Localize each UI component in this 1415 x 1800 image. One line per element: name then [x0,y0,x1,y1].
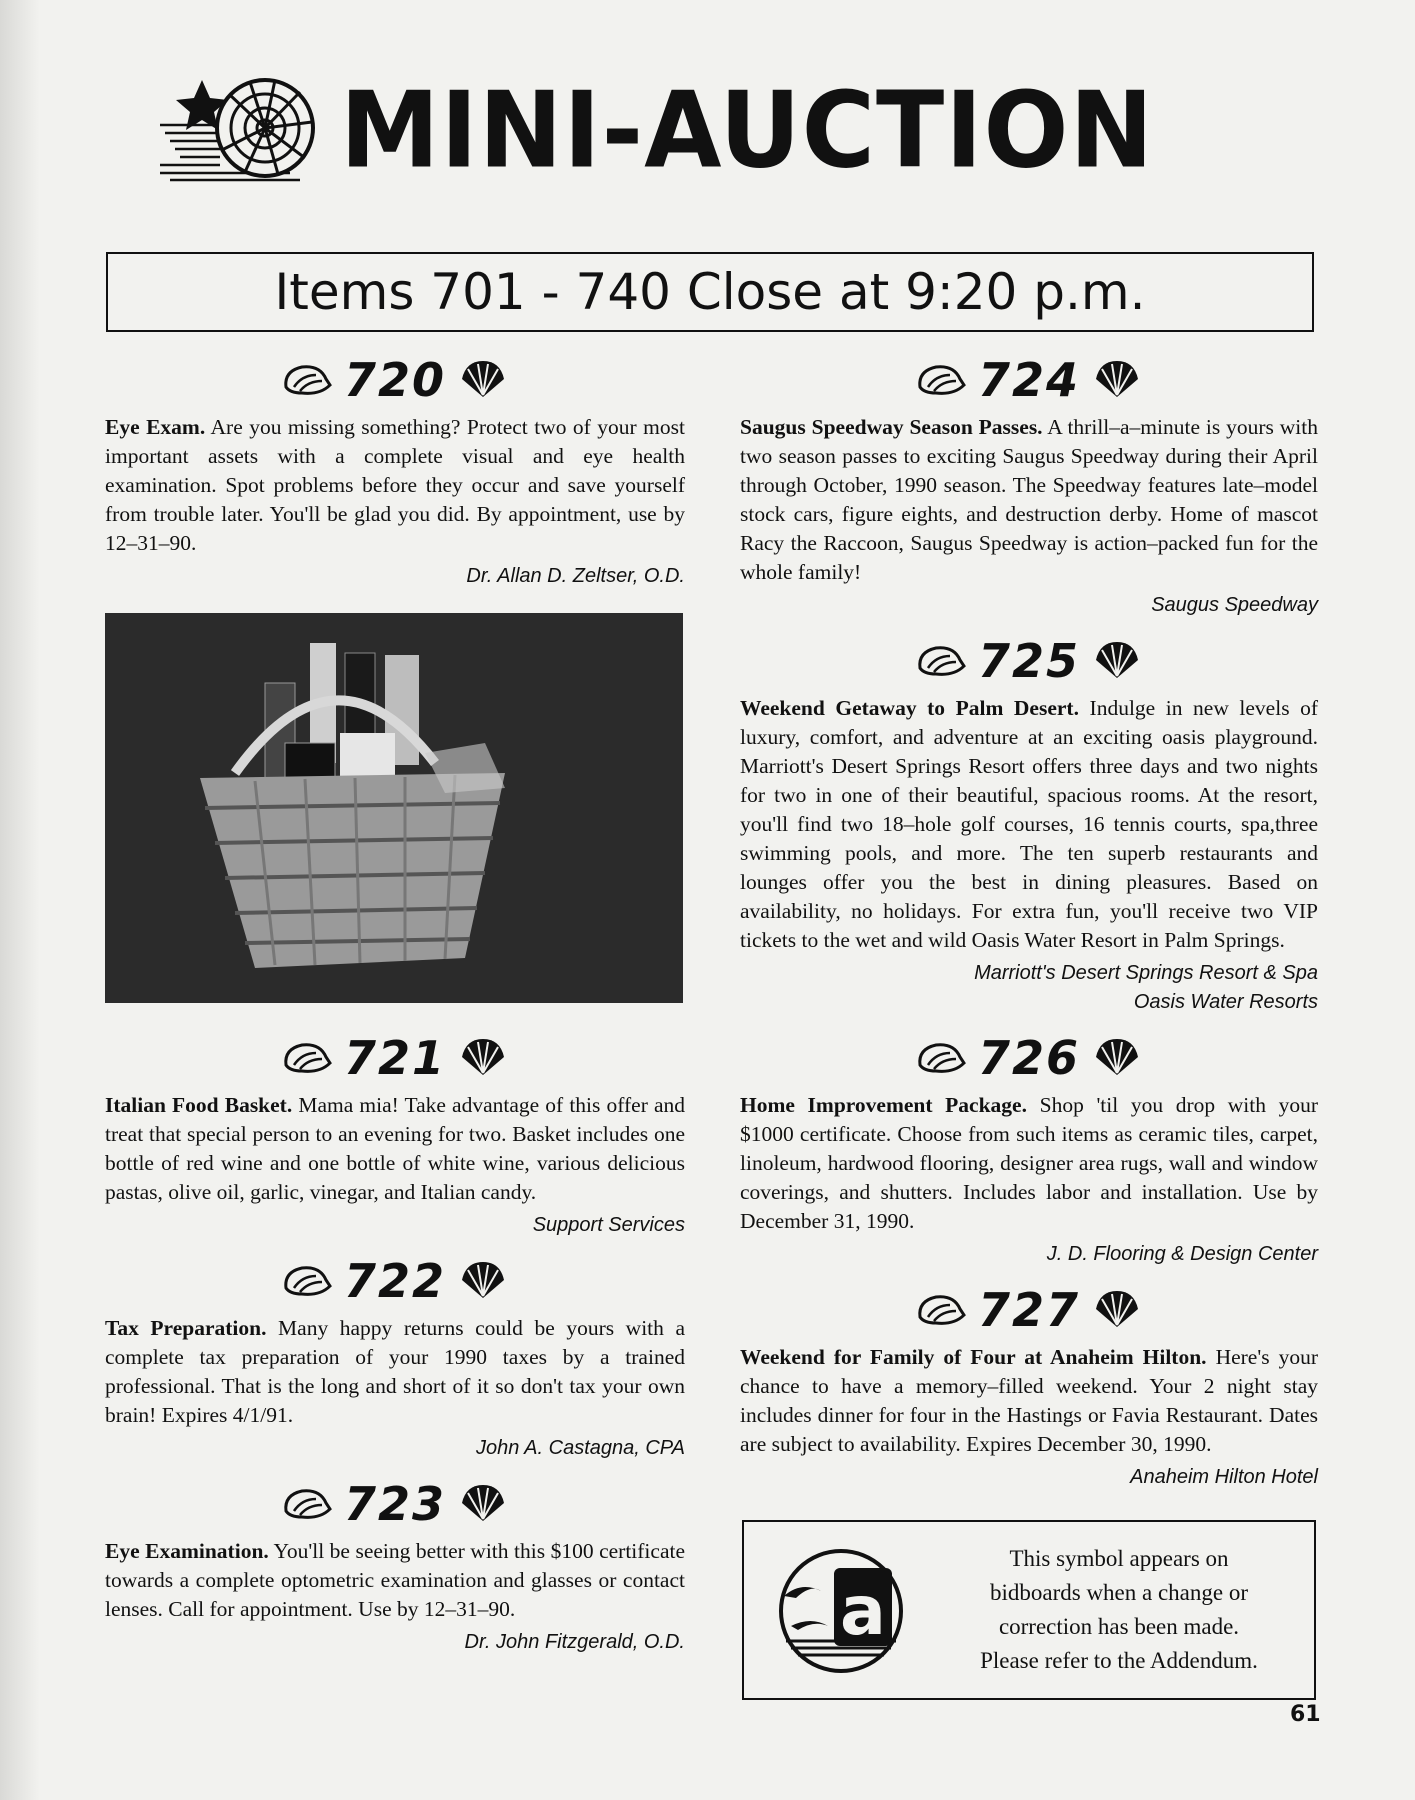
item-text: You'll be seeing better with this $100 certificate towards a complete optometric examination and glasses or contact lenses. Call for appointment. Use by 12–31–90. [105,1539,686,1621]
auction-item-723 [105,1479,685,1657]
scallop-icon [1090,1037,1144,1079]
seashell-starfish-logo-icon [160,70,325,190]
left-column [105,355,685,1673]
addendum-symbol-letter: a [840,1572,886,1651]
item-description [740,1343,1318,1459]
item-number: 727 [977,1283,1081,1337]
item-number: 725 [977,634,1081,688]
item-text: Mama mia! Take advantage of this offer and treat that special person to an evening for two. Basket includes one bottle of red wine and one bottle of white wine, various delicious pastas, olive oil, garlic, vinegar, and Italian candy. [105,1093,686,1204]
right-column [740,355,1318,1508]
item-number-header [105,1256,685,1306]
item-number-header [105,1033,685,1083]
auction-item-724 [740,355,1318,620]
scallop-icon [1090,359,1144,401]
shell-icon [280,359,334,401]
item-donor: Dr. John Fitzgerald, O.D. [464,1631,685,1653]
scallop-icon [456,1037,510,1079]
item-title: Italian Food Basket. [105,1093,293,1117]
auction-item-722 [105,1256,685,1463]
item-donor: Saugus Speedway [1151,594,1318,616]
item-description [740,413,1318,587]
item-text: A thrill–a–minute is yours with two season passes to exciting Saugus Speedway during their April through October, 1990 season. The Speedway features late–model stock cars, figure eights, and destruction derby. Home of mascot Racy the Raccoon, Saugus Speedway is action–packed fun for the whole family! [740,415,1318,584]
item-title: Saugus Speedway Season Passes. [740,415,1043,439]
shell-icon [914,640,968,682]
scallop-icon [1090,640,1144,682]
basket-illustration [105,613,683,1003]
item-number: 721 [343,1031,447,1085]
scallop-icon [1090,1289,1144,1331]
addendum-line: Please refer to the Addendum. [980,1648,1258,1673]
item-title: Tax Preparation. [105,1316,267,1340]
item-text: Are you missing something? Protect two of your most important assets with a complete visual and eye health examination. Spot problems before they occur and save yourself from trouble later. You'll be glad you did. By appointment, use by 12–31–90. [105,415,685,555]
auction-item-720 [105,355,685,591]
item-donor-secondary: Oasis Water Resorts [1133,991,1318,1013]
addendum-line: This symbol appears on [1009,1546,1229,1571]
item-title: Weekend for Family of Four at Anaheim Hilton. [740,1345,1207,1369]
scallop-icon [456,1260,510,1302]
item-text: Indulge in new levels of luxury, comfort, and adventure at an exciting oasis playground. Marriott's Desert Springs Resort offers three days and two nights for two in one of their beautiful, spacious rooms. At the resort, you'll find two 18–hole golf courses, 16 tennis courts, spa,three swimming pools, and more. The ten superb restaurants and lounges offer you the best in dining pleasures. Based on availability, no holidays. For extra fun, you'll receive two VIP tickets to the wet and wild Oasis Water Resort in Palm Springs. [740,696,1319,952]
page-number: 61 [1290,1702,1321,1727]
item-donor: Support Services [532,1214,685,1236]
item-description [105,1314,685,1430]
shell-icon [914,1037,968,1079]
item-number: 722 [343,1254,447,1308]
item-text: Here's your chance to have a memory–filled weekend. Your 2 night stay includes dinner for four in the Hastings or Favia Restaurant. Dates are subject to availability. Expires December 30, 1990. [740,1345,1319,1456]
addendum-symbol-icon [766,1546,916,1676]
addendum-line: bidboards when a change or [989,1580,1249,1605]
item-donor: Anaheim Hilton Hotel [1130,1466,1318,1488]
item-description [105,1091,685,1207]
item-description [105,1537,685,1624]
item-donor: Marriott's Desert Springs Resort & Spa [974,962,1318,984]
scallop-icon [456,1483,510,1525]
item-donor: John A. Castagna, CPA [475,1437,685,1459]
item-number-header [740,636,1318,686]
item-number: 723 [343,1477,447,1531]
item-donor: J. D. Flooring & Design Center [1046,1243,1318,1265]
auction-item-721 [105,1033,685,1240]
shell-icon [280,1260,334,1302]
addendum-notice [742,1520,1316,1700]
item-number-header [740,1033,1318,1083]
item-number-header [740,355,1318,405]
item-title: Eye Examination. [105,1539,269,1563]
item-number-header [105,1479,685,1529]
item-donor: Dr. Allan D. Zeltser, O.D. [466,565,685,587]
page-binding-shadow [0,0,40,1800]
item-description [740,1091,1318,1236]
auction-item-727 [740,1285,1318,1492]
auction-item-725 [740,636,1318,1017]
item-number: 726 [977,1031,1081,1085]
addendum-text [934,1542,1304,1678]
food-basket-photo [105,613,683,1003]
addendum-line: correction has been made. [998,1614,1240,1639]
page-title: MINI-AUCTION [340,69,1155,192]
masthead [160,70,1240,200]
item-text: Shop 'til you drop with your $1000 certificate. Choose from such items as ceramic tiles, carpet, linoleum, hardwood flooring, designer area rugs, wall and window coverings, and shutters. Includes labor and installation. Use by December 31, 1990. [740,1093,1319,1233]
item-number: 720 [343,353,447,407]
shell-icon [914,1289,968,1331]
auction-item-726 [740,1033,1318,1269]
shell-icon [280,1037,334,1079]
item-number-header [105,355,685,405]
shell-icon [280,1483,334,1525]
item-text: Many happy returns could be yours with a complete tax preparation of your 1990 taxes by a trained professional. That is the long and short of it so don't tax your own brain! Expires 4/1/91. [105,1316,685,1427]
shell-icon [914,359,968,401]
item-title: Eye Exam. [105,415,206,439]
item-number-header [740,1285,1318,1335]
closing-time-banner: Items 701 - 740 Close at 9:20 p.m. [106,252,1314,332]
item-title: Home Improvement Package. [740,1093,1027,1117]
item-description [105,413,685,558]
item-number: 724 [977,353,1081,407]
item-title: Weekend Getaway to Palm Desert. [740,696,1079,720]
scallop-icon [456,359,510,401]
item-description [740,694,1318,955]
